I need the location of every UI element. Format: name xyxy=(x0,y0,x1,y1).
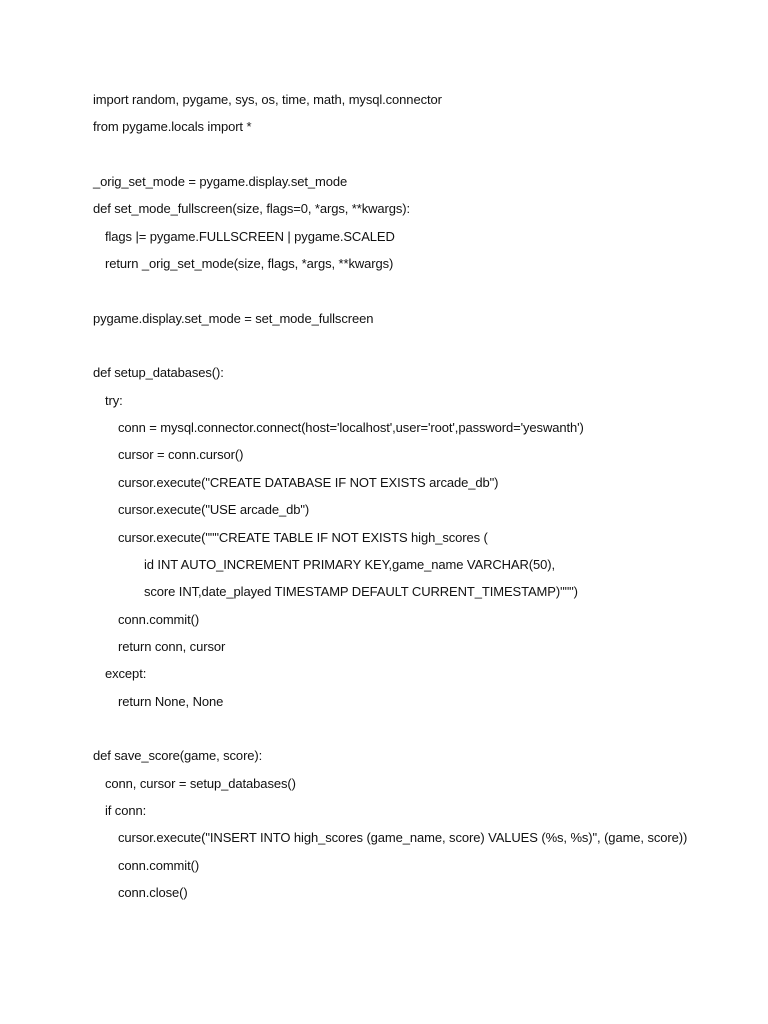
code-line: except: xyxy=(105,666,147,682)
code-line: cursor = conn.cursor() xyxy=(118,447,244,463)
code-line: return None, None xyxy=(118,693,224,709)
code-line: cursor.execute("CREATE DATABASE IF NOT EXISTS arcade_db") xyxy=(118,474,499,490)
code-line: cursor.execute("USE arcade_db") xyxy=(118,502,310,518)
code-line: import random, pygame, sys, os, time, math, mysql.connector xyxy=(93,92,442,107)
code-line: _orig_set_mode = pygame.display.set_mode xyxy=(93,174,348,190)
code-line: def setup_databases(): xyxy=(93,365,224,381)
code-line: conn.close() xyxy=(118,884,188,900)
code-block xyxy=(93,86,753,906)
code-line: return conn, cursor xyxy=(118,638,226,654)
code-line: try: xyxy=(105,392,123,408)
code-line: score INT,date_played TIMESTAMP DEFAULT CURRENT_TIMESTAMP)""") xyxy=(144,584,578,600)
code-line: conn.commit() xyxy=(118,611,200,627)
blank-line xyxy=(93,332,753,359)
code-line: conn = mysql.connector.connect(host='localhost',user='root',password='yeswanth') xyxy=(118,420,584,436)
code-line: conn, cursor = setup_databases() xyxy=(105,775,296,791)
code-line: def save_score(game, score): xyxy=(93,748,263,764)
blank-line xyxy=(93,141,753,168)
code-line: return _orig_set_mode(size, flags, *args, **kwargs) xyxy=(105,256,394,272)
code-line: from pygame.locals import * xyxy=(93,119,252,135)
blank-line xyxy=(93,277,753,304)
code-line: if conn: xyxy=(105,802,147,818)
code-line: cursor.execute("INSERT INTO high_scores (game_name, score) VALUES (%s, %s)", (game, score)) xyxy=(118,830,688,846)
code-line: pygame.display.set_mode = set_mode_fullscreen xyxy=(93,310,374,326)
code-line: conn.commit() xyxy=(118,857,200,873)
code-line: id INT AUTO_INCREMENT PRIMARY KEY,game_name VARCHAR(50), xyxy=(144,556,556,572)
blank-line xyxy=(93,715,753,742)
code-line: cursor.execute("""CREATE TABLE IF NOT EXISTS high_scores ( xyxy=(118,529,488,545)
code-line: def set_mode_fullscreen(size, flags=0, *args, **kwargs): xyxy=(93,201,411,217)
code-line: flags |= pygame.FULLSCREEN | pygame.SCALED xyxy=(105,228,395,244)
